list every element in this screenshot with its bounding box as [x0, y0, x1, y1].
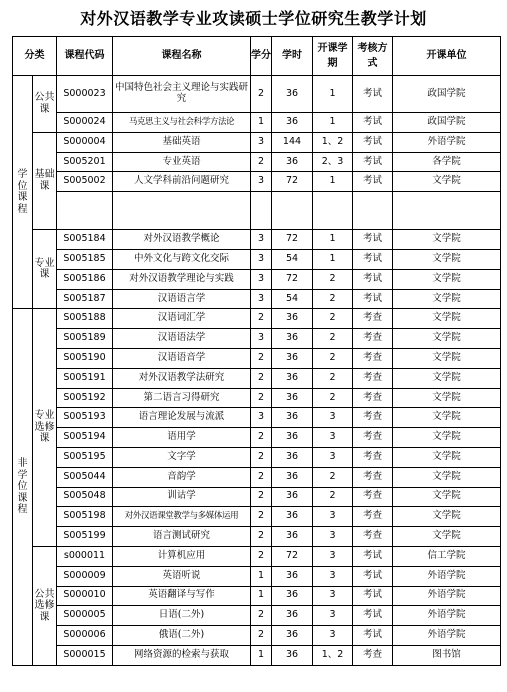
cell-hours: 54 — [272, 289, 313, 309]
cell-unit: 文学院 — [393, 368, 501, 388]
cell-hours: 36 — [272, 428, 313, 448]
cell-name: 马克思主义与社会科学方法论 — [113, 113, 251, 133]
cell-name: 对外汉语课堂教学与多媒体运用 — [113, 507, 251, 527]
cell-exam: 考查 — [353, 487, 393, 507]
table-row — [13, 527, 501, 547]
cell-code: S005184 — [57, 230, 113, 250]
cell-exam: 考查 — [353, 645, 393, 665]
cell-term: 2 — [313, 289, 353, 309]
cell-code: S005187 — [57, 289, 113, 309]
cell-credits: 2 — [251, 388, 272, 408]
cell-exam: 考试 — [353, 269, 393, 289]
cell-unit: 文学院 — [393, 428, 501, 448]
cell-name: 语言理论发展与流派 — [113, 408, 251, 428]
cell-term: 1 — [313, 249, 353, 269]
cell-exam: 考查 — [353, 507, 393, 527]
cell-term: 2 — [313, 368, 353, 388]
cell-term: 3 — [313, 507, 353, 527]
cell-term: 1 — [313, 230, 353, 250]
table-row — [13, 269, 501, 289]
cell-code: S000010 — [57, 586, 113, 606]
cell-exam: 考试 — [353, 132, 393, 152]
cell-credits: 2 — [251, 152, 272, 172]
cell-unit: 文学院 — [393, 348, 501, 368]
cell-term: 3 — [313, 408, 353, 428]
cell-exam: 考试 — [353, 606, 393, 626]
cell-hours: 36 — [272, 76, 313, 113]
table-row — [13, 329, 501, 349]
cell-name: 网络资源的检索与获取 — [113, 645, 251, 665]
cell-term: 3 — [313, 527, 353, 547]
cell-term: 2 — [313, 309, 353, 329]
cell-hours: 36 — [272, 586, 313, 606]
header-hours: 学时 — [272, 37, 313, 76]
cell-hours: 36 — [272, 507, 313, 527]
cell-exam: 考试 — [353, 76, 393, 113]
cell-hours: 36 — [272, 447, 313, 467]
cell-hours: 36 — [272, 309, 313, 329]
cell-credits: 2 — [251, 348, 272, 368]
header-name: 课程名称 — [113, 37, 251, 76]
cell-credits: 2 — [251, 507, 272, 527]
cell-unit: 文学院 — [393, 487, 501, 507]
cell-name: 语言测试研究 — [113, 527, 251, 547]
table-row — [13, 645, 501, 665]
table-row — [13, 152, 501, 172]
cell-term: 1 — [313, 172, 353, 192]
table-row — [13, 626, 501, 646]
cell-credits: 1 — [251, 645, 272, 665]
cell-exam: 考试 — [353, 546, 393, 566]
cell-hours — [272, 192, 313, 230]
cell-name: 计算机应用 — [113, 546, 251, 566]
table-row — [13, 487, 501, 507]
cell-name: 俄语(二外) — [113, 626, 251, 646]
cell-exam: 考试 — [353, 113, 393, 133]
cell-code: S005201 — [57, 152, 113, 172]
table-row — [13, 586, 501, 606]
table-row — [13, 507, 501, 527]
table-body — [13, 37, 501, 666]
cell-credits: 3 — [251, 269, 272, 289]
cell-credits: 3 — [251, 249, 272, 269]
cell-term: 2 — [313, 329, 353, 349]
cell-credits: 3 — [251, 289, 272, 309]
cell-term: 3 — [313, 626, 353, 646]
cell-credits: 2 — [251, 606, 272, 626]
header-category: 分类 — [13, 37, 57, 76]
cell-unit: 文学院 — [393, 527, 501, 547]
cell-credits: 3 — [251, 132, 272, 152]
table-row — [13, 230, 501, 250]
table-row — [13, 467, 501, 487]
cell-exam: 考查 — [353, 467, 393, 487]
cell-code: S000004 — [57, 132, 113, 152]
cell-name: 训诂学 — [113, 487, 251, 507]
cell-term: 3 — [313, 447, 353, 467]
cell-hours: 36 — [272, 368, 313, 388]
cell-credits: 2 — [251, 626, 272, 646]
cell-hours: 36 — [272, 566, 313, 586]
cell-code: S005002 — [57, 172, 113, 192]
cell-hours: 72 — [272, 546, 313, 566]
table-row — [13, 388, 501, 408]
cell-code: S005194 — [57, 428, 113, 448]
cell-exam: 考试 — [353, 152, 393, 172]
cell-name — [113, 192, 251, 230]
cell-credits: 3 — [251, 230, 272, 250]
cell-hours: 72 — [272, 230, 313, 250]
cell-exam: 考查 — [353, 348, 393, 368]
header-code: 课程代码 — [57, 37, 113, 76]
cell-term: 3 — [313, 606, 353, 626]
subgroup-public: 公共课 — [33, 76, 57, 133]
group-nondegree: 非学位课程 — [13, 309, 33, 665]
cell-code: S005191 — [57, 368, 113, 388]
cell-term: 2 — [313, 467, 353, 487]
cell-exam: 考查 — [353, 408, 393, 428]
cell-name: 对外汉语教学概论 — [113, 230, 251, 250]
cell-unit: 文学院 — [393, 289, 501, 309]
cell-term: 2 — [313, 388, 353, 408]
cell-credits: 2 — [251, 447, 272, 467]
cell-hours: 36 — [272, 152, 313, 172]
subgroup-basic: 基础课 — [33, 132, 57, 229]
cell-code: S005188 — [57, 309, 113, 329]
cell-unit: 文学院 — [393, 309, 501, 329]
cell-hours: 36 — [272, 388, 313, 408]
cell-term: 2、3 — [313, 152, 353, 172]
cell-name: 中外文化与跨文化交际 — [113, 249, 251, 269]
cell-credits: 2 — [251, 76, 272, 113]
cell-term: 2 — [313, 348, 353, 368]
cell-name: 第二语言习得研究 — [113, 388, 251, 408]
cell-code: S005198 — [57, 507, 113, 527]
cell-credits — [251, 192, 272, 230]
cell-term: 1、2 — [313, 132, 353, 152]
cell-term: 2 — [313, 269, 353, 289]
table-row — [13, 113, 501, 133]
cell-hours: 72 — [272, 172, 313, 192]
cell-exam: 考查 — [353, 388, 393, 408]
cell-unit: 文学院 — [393, 447, 501, 467]
cell-code: S000015 — [57, 645, 113, 665]
cell-term: 2 — [313, 487, 353, 507]
cell-exam: 考试 — [353, 626, 393, 646]
table-row — [13, 566, 501, 586]
table-row — [13, 368, 501, 388]
cell-hours: 36 — [272, 329, 313, 349]
cell-hours: 144 — [272, 132, 313, 152]
cell-code: S005186 — [57, 269, 113, 289]
header-row — [13, 37, 501, 76]
cell-exam: 考查 — [353, 368, 393, 388]
table-row — [13, 249, 501, 269]
cell-exam: 考试 — [353, 566, 393, 586]
table-row — [13, 289, 501, 309]
cell-exam: 考查 — [353, 447, 393, 467]
cell-name: 日语(二外) — [113, 606, 251, 626]
cell-term: 1 — [313, 76, 353, 113]
cell-unit: 政国学院 — [393, 76, 501, 113]
cell-name: 中国特色社会主义理论与实践研究 — [113, 76, 251, 113]
cell-code: S005044 — [57, 467, 113, 487]
table-row — [13, 309, 501, 329]
header-exam: 考核方式 — [353, 37, 393, 76]
header-term: 开课学期 — [313, 37, 353, 76]
cell-hours: 36 — [272, 626, 313, 646]
cell-unit: 文学院 — [393, 507, 501, 527]
cell-term: 3 — [313, 428, 353, 448]
page-title: 对外汉语教学专业攻读硕士学位研究生教学计划 — [80, 9, 427, 28]
cell-unit: 信工学院 — [393, 546, 501, 566]
cell-name: 语用学 — [113, 428, 251, 448]
group-degree: 学位课程 — [13, 76, 33, 309]
table-row — [13, 348, 501, 368]
subgroup-major-elective: 专业选修课 — [33, 309, 57, 547]
cell-unit: 文学院 — [393, 249, 501, 269]
cell-name: 文字学 — [113, 447, 251, 467]
cell-hours: 54 — [272, 249, 313, 269]
cell-unit: 外语学院 — [393, 132, 501, 152]
cell-unit: 外语学院 — [393, 586, 501, 606]
cell-exam: 考查 — [353, 329, 393, 349]
cell-credits: 3 — [251, 172, 272, 192]
cell-term: 3 — [313, 546, 353, 566]
cell-hours: 36 — [272, 408, 313, 428]
cell-unit: 文学院 — [393, 172, 501, 192]
cell-unit — [393, 192, 501, 230]
cell-term — [313, 192, 353, 230]
cell-unit: 文学院 — [393, 230, 501, 250]
cell-credits: 2 — [251, 527, 272, 547]
cell-code: S005199 — [57, 527, 113, 547]
cell-code: S000006 — [57, 626, 113, 646]
cell-unit: 文学院 — [393, 467, 501, 487]
cell-code: S005190 — [57, 348, 113, 368]
cell-term: 3 — [313, 586, 353, 606]
cell-name: 对外汉语教学理论与实践 — [113, 269, 251, 289]
header-credits: 学分 — [251, 37, 272, 76]
cell-hours: 36 — [272, 348, 313, 368]
cell-unit: 各学院 — [393, 152, 501, 172]
cell-hours: 36 — [272, 467, 313, 487]
cell-hours: 36 — [272, 606, 313, 626]
cell-exam: 考试 — [353, 230, 393, 250]
cell-exam: 考试 — [353, 586, 393, 606]
subgroup-public-elective: 公共选修课 — [33, 546, 57, 665]
cell-hours: 36 — [272, 645, 313, 665]
table-row — [13, 132, 501, 152]
cell-code: S000023 — [57, 76, 113, 113]
cell-name: 汉语语法学 — [113, 329, 251, 349]
cell-unit: 外语学院 — [393, 606, 501, 626]
cell-name: 对外汉语教学法研究 — [113, 368, 251, 388]
cell-credits: 1 — [251, 586, 272, 606]
teaching-plan-table — [12, 36, 501, 666]
cell-exam: 考试 — [353, 249, 393, 269]
cell-credits: 2 — [251, 546, 272, 566]
cell-name: 汉语语言学 — [113, 289, 251, 309]
table-row — [13, 606, 501, 626]
cell-exam — [353, 192, 393, 230]
cell-credits: 2 — [251, 428, 272, 448]
cell-unit: 政国学院 — [393, 113, 501, 133]
cell-code: S005185 — [57, 249, 113, 269]
table-row — [13, 408, 501, 428]
cell-exam: 考试 — [353, 289, 393, 309]
cell-code: S005189 — [57, 329, 113, 349]
table-row — [13, 447, 501, 467]
cell-credits: 2 — [251, 487, 272, 507]
cell-name: 汉语语音学 — [113, 348, 251, 368]
cell-name: 人文学科前沿问题研究 — [113, 172, 251, 192]
cell-term: 1、2 — [313, 645, 353, 665]
cell-code — [57, 192, 113, 230]
cell-code: S000024 — [57, 113, 113, 133]
cell-unit: 文学院 — [393, 388, 501, 408]
table-row — [13, 192, 501, 230]
cell-unit: 外语学院 — [393, 626, 501, 646]
cell-credits: 2 — [251, 368, 272, 388]
cell-unit: 外语学院 — [393, 566, 501, 586]
cell-term: 3 — [313, 566, 353, 586]
cell-name: 英语听说 — [113, 566, 251, 586]
cell-code: S005195 — [57, 447, 113, 467]
cell-unit: 图书馆 — [393, 645, 501, 665]
cell-exam: 考试 — [353, 172, 393, 192]
cell-credits: 1 — [251, 113, 272, 133]
cell-unit: 文学院 — [393, 269, 501, 289]
cell-name: 基础英语 — [113, 132, 251, 152]
cell-code: s000011 — [57, 546, 113, 566]
cell-credits: 3 — [251, 329, 272, 349]
table-row — [13, 172, 501, 192]
cell-exam: 考查 — [353, 527, 393, 547]
cell-credits: 1 — [251, 566, 272, 586]
cell-exam: 考查 — [353, 309, 393, 329]
cell-credits: 3 — [251, 408, 272, 428]
cell-exam: 考查 — [353, 428, 393, 448]
cell-code: S000005 — [57, 606, 113, 626]
cell-code: S005193 — [57, 408, 113, 428]
cell-unit: 文学院 — [393, 329, 501, 349]
cell-hours: 72 — [272, 269, 313, 289]
cell-term: 1 — [313, 113, 353, 133]
cell-hours: 36 — [272, 113, 313, 133]
cell-hours: 36 — [272, 487, 313, 507]
table-row — [13, 546, 501, 566]
header-unit: 开课单位 — [393, 37, 501, 76]
cell-code: S005192 — [57, 388, 113, 408]
cell-code: S000009 — [57, 566, 113, 586]
cell-credits: 2 — [251, 309, 272, 329]
cell-name: 汉语词汇学 — [113, 309, 251, 329]
cell-name: 专业英语 — [113, 152, 251, 172]
subgroup-major: 专业课 — [33, 230, 57, 309]
cell-name: 英语翻译与写作 — [113, 586, 251, 606]
table-row — [13, 428, 501, 448]
table-row — [13, 76, 501, 113]
cell-code: S005048 — [57, 487, 113, 507]
cell-unit: 文学院 — [393, 408, 501, 428]
cell-credits: 2 — [251, 467, 272, 487]
cell-name: 音韵学 — [113, 467, 251, 487]
cell-hours: 36 — [272, 527, 313, 547]
